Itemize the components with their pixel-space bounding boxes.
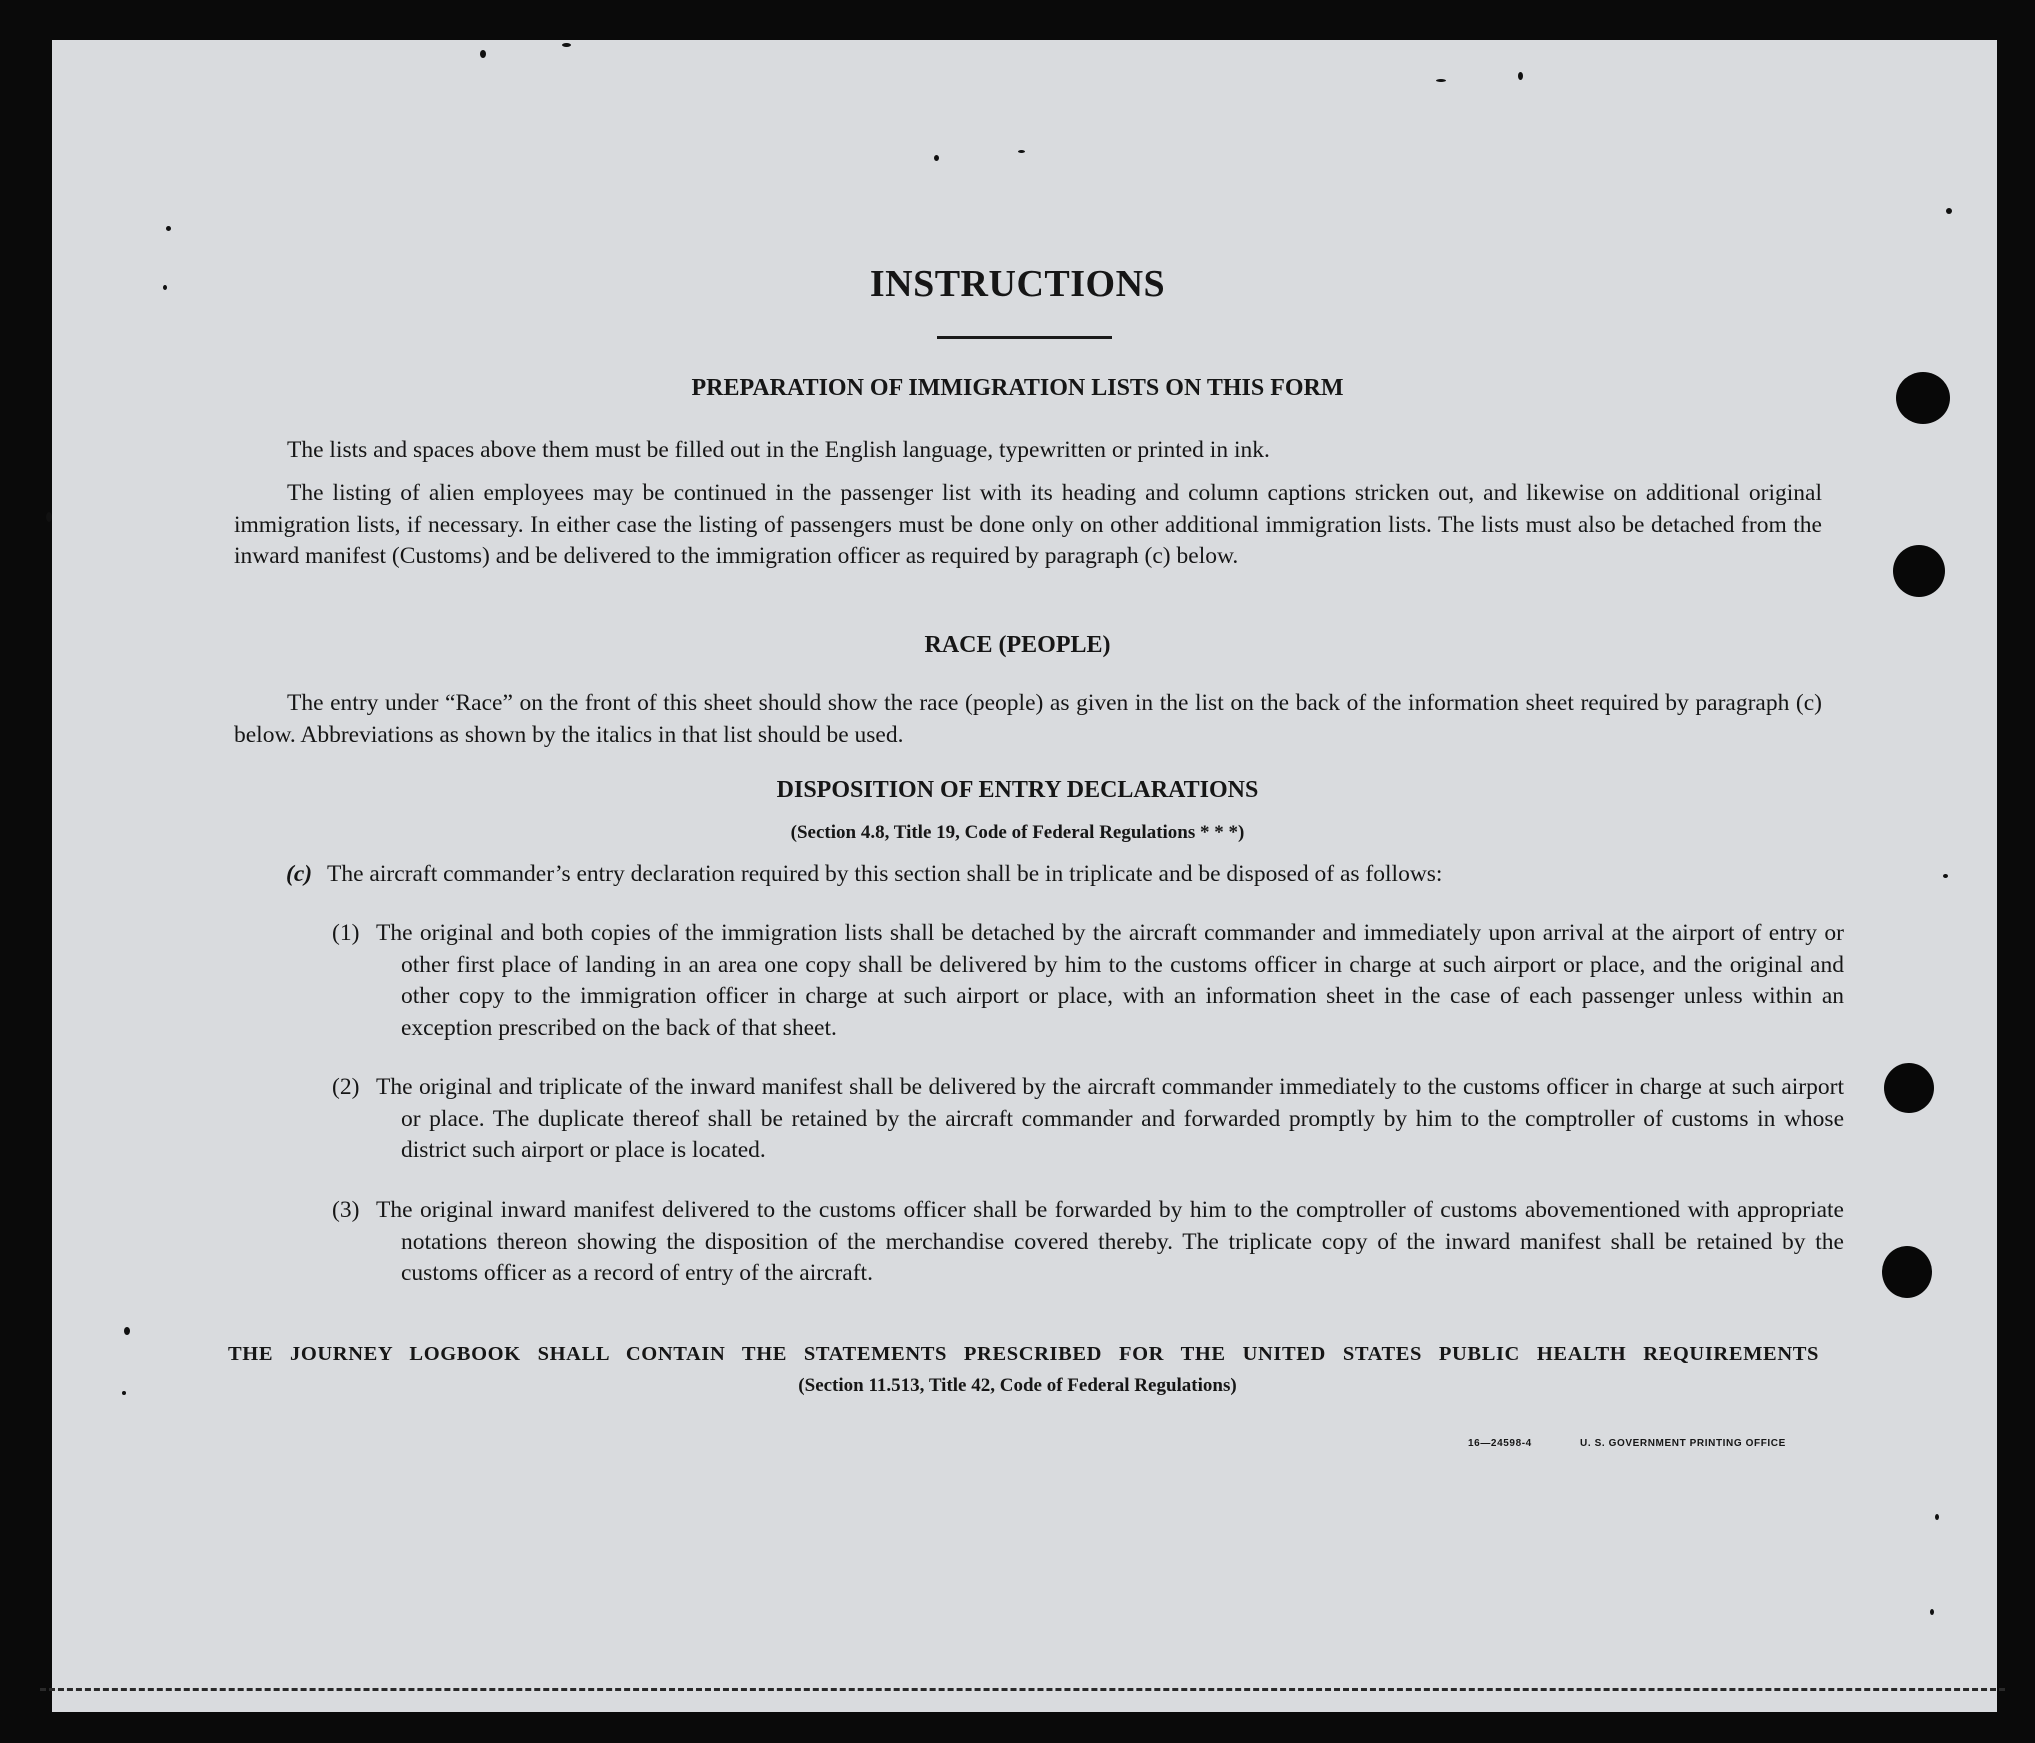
race-paragraph: The entry under “Race” on the front of this sheet should show the race (people) as given in the list on the back of the information sheet required by paragraph (c) below. Abbreviations as shown by the italics in that list should be used. bbox=[234, 690, 1822, 748]
item-2-label: (2) bbox=[332, 1074, 360, 1100]
title-underline bbox=[937, 336, 1112, 339]
disposition-heading: DISPOSITION OF ENTRY DECLARATIONS bbox=[776, 777, 1259, 803]
page-title: INSTRUCTIONS bbox=[869, 263, 1166, 305]
footer-citation: (Section 11.513, Title 42, Code of Federal Regulations) bbox=[798, 1375, 1237, 1396]
footer-statement: THE JOURNEY LOGBOOK SHALL CONTAIN THE STATEMENTS PRESCRIBED FOR THE UNITED STATES PUBLIC HEALTH REQUIREMENTS bbox=[228, 1343, 1819, 1365]
item-3-label: (3) bbox=[332, 1197, 360, 1223]
preparation-paragraph-2: The listing of alien employees may be continued in the passenger list with its heading and column captions stricken out, and likewise on additional original immigration lists, if necessary. In either case the listing of passengers must be done only on other additional immigration lists. The lists must also be detached from the inward manifest (Customs) and be delivered to the immigration officer as required by paragraph (c) below. bbox=[234, 480, 1822, 569]
intro-label: (c) bbox=[286, 861, 313, 887]
item-1-label: (1) bbox=[332, 920, 360, 946]
race-heading: RACE (PEOPLE) bbox=[924, 632, 1111, 658]
preparation-paragraph-1: The lists and spaces above them must be filled out in the English language, typewritten or printed in ink. bbox=[287, 437, 1270, 463]
item-2-text: The original and triplicate of the inward manifest shall be delivered by the aircraft commander immediately to the customs officer in charge at such airport or place. The duplicate thereof shall be retained by the aircraft commander and forwarded promptly by him to the comptroller of customs in whose district such airport or place is located. bbox=[376, 1074, 1844, 1163]
preparation-heading: PREPARATION OF IMMIGRATION LISTS ON THIS FORM bbox=[691, 375, 1344, 401]
disposition-citation: (Section 4.8, Title 19, Code of Federal Regulations * * *) bbox=[790, 822, 1245, 843]
printer-imprint: U. S. GOVERNMENT PRINTING OFFICE bbox=[1580, 1438, 1786, 1449]
disposition-intro: The aircraft commander’s entry declaration required by this section shall be in triplicate and be disposed of as follows: bbox=[327, 861, 1443, 887]
item-3-text: The original inward manifest delivered to the customs officer shall be forwarded by him to the comptroller of customs abovementioned with appropriate notations thereon showing the disposition of the merchandise covered thereby. The triplicate copy of the inward manifest shall be retained by the customs officer as a record of entry of the aircraft. bbox=[376, 1197, 1844, 1286]
form-number: 16—24598-4 bbox=[1468, 1438, 1532, 1449]
item-1-text: The original and both copies of the immigration lists shall be detached by the aircraft commander and immediately upon arrival at the airport of entry or other first place of landing in an area one copy shall be delivered by him to the customs officer in charge at such airport or place, and the original and other copy to the immigration officer in charge at such airport or place, with an information sheet in the case of each passenger unless within an exception prescribed on the back of that sheet. bbox=[376, 920, 1844, 1041]
